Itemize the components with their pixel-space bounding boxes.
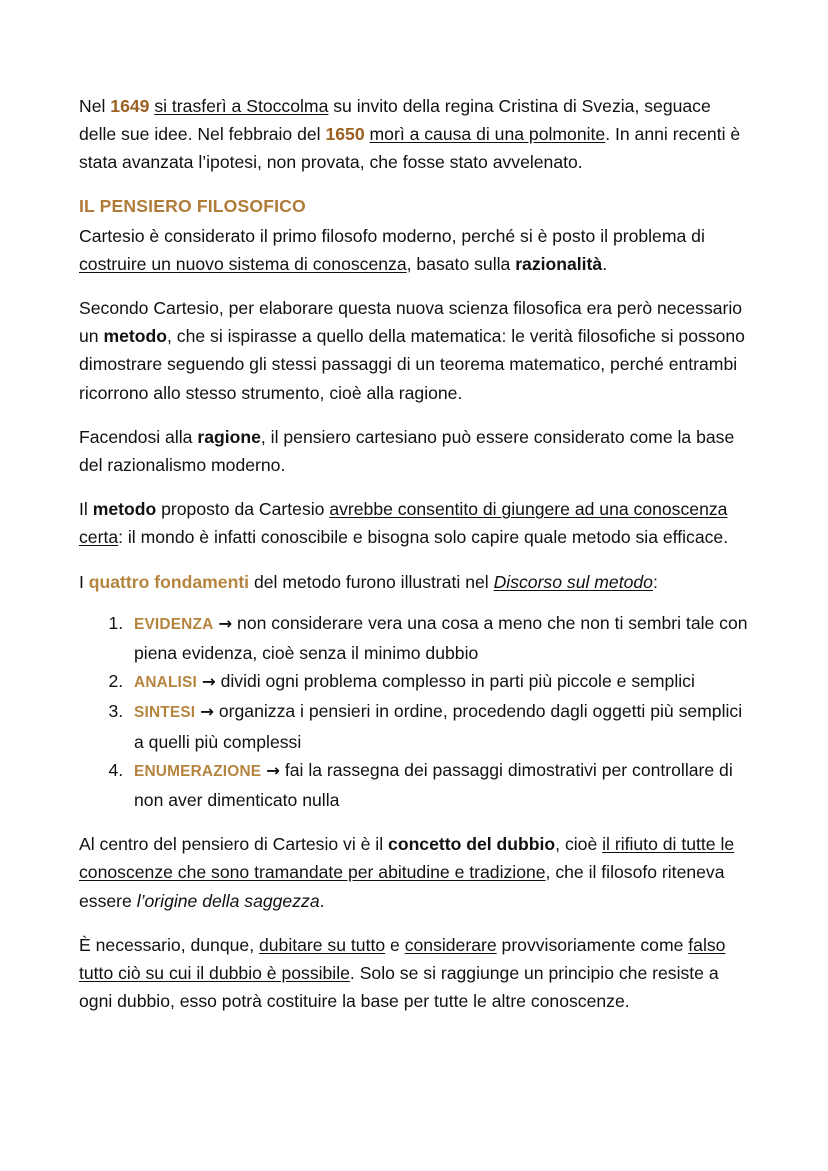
paragraph-quattro-fondamenti-intro	[79, 568, 749, 596]
text-run: I	[79, 571, 89, 592]
list-item-term: EVIDENZA	[134, 615, 214, 633]
bold-metodo-2: metodo	[92, 499, 157, 520]
italic-origine-saggezza: l’origine della saggezza	[136, 890, 320, 911]
list-item-term: ENUMERAZIONE	[134, 762, 262, 780]
text-run: :	[652, 571, 658, 592]
arrow-icon: →	[218, 613, 233, 633]
text-run: del metodo furono illustrati nel	[249, 571, 494, 592]
text-run: su invito della regina Cristina di Svezia, seguace delle sue idee. Nel febbraio del	[79, 96, 711, 145]
text-run: , che si ispirasse a quello della matematica: le verità filosofiche si possono dimostrare seguendo gli stessi passaggi di un teorema matematico, perché entrambi ricorrono allo stesso strumento, cioè alla ragione.	[79, 326, 745, 403]
arrow-icon: →	[200, 702, 214, 722]
underlined-considerare: considerare	[404, 934, 497, 955]
underlined-falso-tutto: falso tutto ciò su cui il dubbio è possibile	[79, 934, 726, 984]
text-run: proposto da Cartesio	[156, 499, 330, 520]
list-quattro-fondamenti	[79, 609, 749, 814]
list-item	[128, 609, 749, 667]
bold-razionalita: razionalità	[515, 253, 603, 274]
list-item	[128, 667, 749, 697]
text-run: , cioè	[555, 834, 603, 855]
text-run: È necessario, dunque,	[79, 934, 259, 955]
paragraph-concetto-del-dubbio	[79, 830, 749, 915]
paragraph-metodo-matematica	[79, 294, 749, 407]
bold-concetto-del-dubbio: concetto del dubbio	[388, 834, 556, 855]
text-run: , il pensiero cartesiano può essere considerato come la base del razionalismo moderno.	[79, 426, 735, 476]
text-run: provvisoriamente come	[496, 934, 689, 955]
text-run: Cartesio è considerato il primo filosofo moderno, perché si è posto il problema di	[79, 225, 705, 246]
year-1649: 1649	[110, 96, 150, 116]
list-item-text: fai la rassegna dei passaggi dimostrativi per controllare di non aver dimenticato nulla	[134, 759, 733, 811]
paragraph-conoscenza-certa	[79, 495, 749, 551]
text-run: . Solo se si raggiunge un principio che resiste a ogni dubbio, esso potrà costituire la base per tutte le altre conoscenze.	[79, 963, 719, 1012]
list-item-term: SINTESI	[134, 704, 196, 722]
arrow-icon: →	[201, 672, 216, 692]
list-item	[128, 697, 749, 755]
paragraph-biography	[79, 92, 749, 177]
text-run: : il mondo è infatti conoscibile e bisogna solo capire quale metodo sia efficace.	[118, 527, 729, 548]
bold-ragione: ragione	[197, 426, 261, 447]
section-heading-pensiero-filosofico: IL PENSIERO FILOSOFICO	[79, 195, 306, 216]
list-item	[128, 756, 749, 814]
text-run: Il	[79, 499, 93, 520]
text-run: e	[385, 934, 405, 955]
text-run: .	[602, 253, 608, 274]
year-1650: 1650	[325, 124, 365, 145]
text-run: Secondo Cartesio, per elaborare questa nuova scienza filosofica era però necessario un	[79, 298, 743, 347]
title-discorso-sul-metodo: Discorso sul metodo	[493, 571, 653, 592]
paragraph-primo-filosofo-moderno	[79, 222, 749, 278]
list-item-text: organizza i pensieri in ordine, procedendo dagli oggetti più semplici a quelli più complessi	[134, 701, 743, 752]
arrow-icon: →	[266, 760, 280, 780]
underlined-conoscenza-certa: avrebbe consentito di giungere ad una conoscenza certa	[79, 499, 728, 548]
paragraph-dubitare-su-tutto	[79, 931, 749, 1016]
paragraph-razionalismo-moderno	[79, 423, 749, 479]
document-body	[79, 92, 749, 1015]
bold-metodo: metodo	[103, 326, 167, 347]
underlined-dubitare-su-tutto: dubitare su tutto	[258, 934, 386, 955]
list-item-text: non considerare vera una cosa a meno che non ti sembri tale con piena evidenza, cioè senza il minimo dubbio	[134, 612, 748, 664]
underlined-stoccolma: si trasferì a Stoccolma	[154, 96, 329, 116]
text-run: , che il filosofo riteneva essere	[79, 862, 725, 911]
underlined-rifiuto-conoscenze: il rifiuto di tutte le conoscenze che sono tramandate per abitudine e tradizione	[79, 834, 735, 883]
underlined-polmonite: morì a causa di una polmonite	[369, 124, 606, 145]
highlight-quattro-fondamenti: quattro fondamenti	[88, 571, 250, 592]
list-item-term: ANALISI	[134, 674, 197, 692]
underlined-nuovo-sistema: costruire un nuovo sistema di conoscenza	[79, 253, 407, 274]
text-run: Facendosi alla	[79, 426, 198, 447]
list-item-text: dividi ogni problema complesso in parti più piccole e semplici	[220, 671, 695, 692]
text-run: .	[319, 890, 325, 911]
text-run: Al centro del pensiero di Cartesio vi è il	[79, 834, 389, 855]
text-run: . In anni recenti è stata avanzata l’ipotesi, non provata, che fosse stato avvelenato.	[79, 124, 741, 173]
text-run: , basato sulla	[406, 253, 516, 274]
text-run: Nel	[79, 96, 111, 116]
